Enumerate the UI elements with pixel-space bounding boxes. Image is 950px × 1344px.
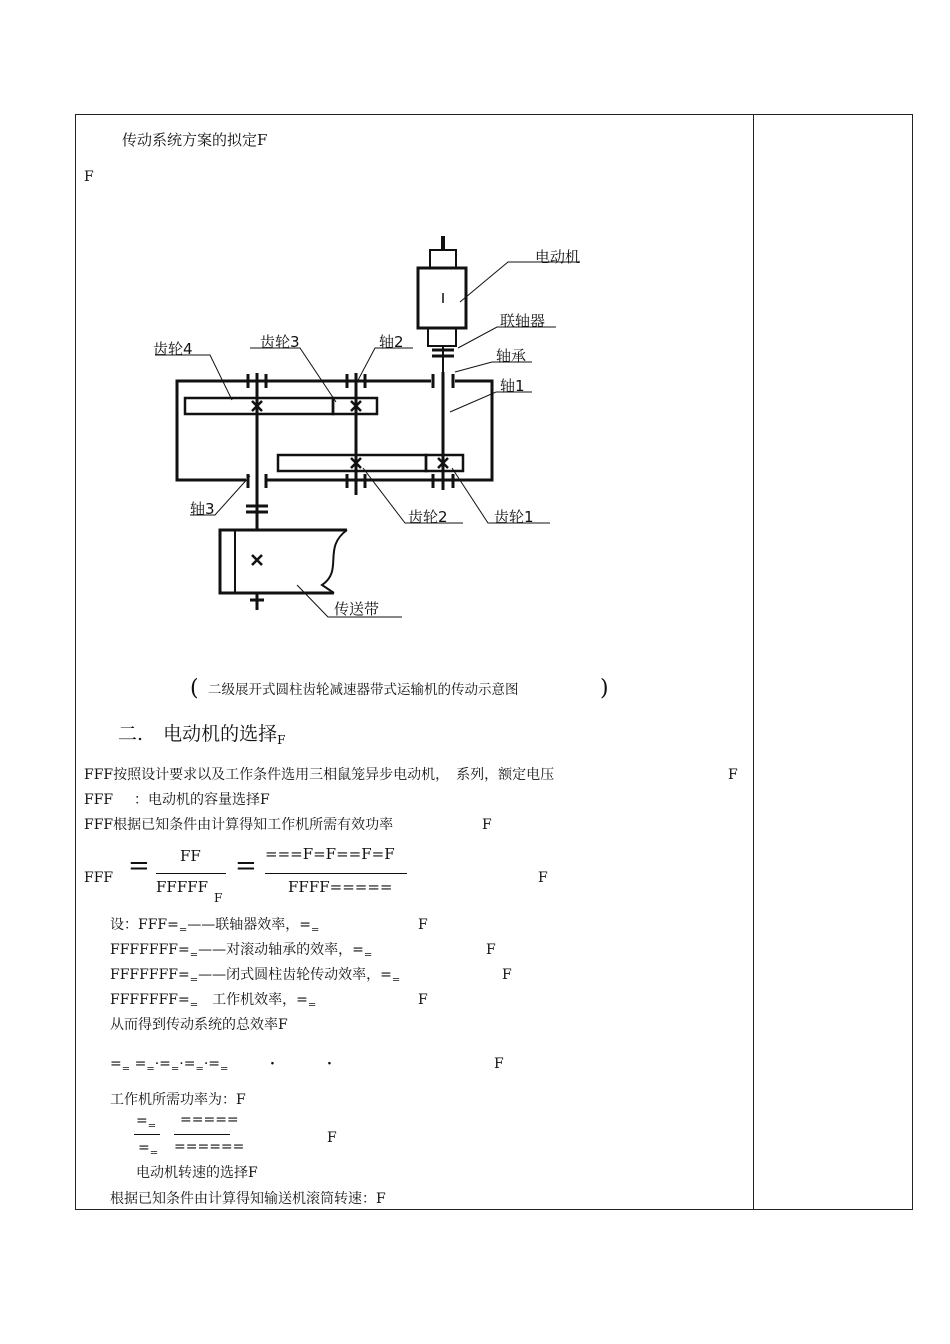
label-motor: 电动机: [535, 248, 580, 266]
label-gear4: 齿轮4: [153, 340, 193, 358]
f-mark: F: [84, 169, 94, 185]
eq-prefix: FFF: [84, 870, 114, 886]
text-line-capacity: ：电动机的容量选择F: [134, 792, 270, 808]
eq-fraction-line-1: [156, 873, 226, 874]
label-bearing: 轴承: [496, 347, 527, 365]
diagram-caption: ( 二级展开式圆柱齿轮减速器带式运输机的传动示意图 ): [190, 676, 609, 701]
f-mark: F: [728, 767, 738, 783]
heading-transmission-scheme: 传动系统方案的拟定F: [122, 131, 268, 149]
power-numerator-left: $=_=$: [136, 1113, 157, 1132]
eq-fraction-line-2: [265, 873, 407, 874]
dot-2: ·: [327, 1056, 332, 1072]
power-numerator-right: =====: [180, 1112, 239, 1128]
total-efficiency-expression: $=_= =_=\cdot=_=\cdot=_=\cdot=_=$: [110, 1056, 229, 1075]
f-mark: F: [486, 942, 496, 958]
label-shaft1: 轴1: [500, 377, 525, 395]
text-line-capacity-a: FFF: [84, 792, 114, 808]
eq-numerator-2: ===F=F==F=F: [265, 845, 395, 863]
text-required-power: 工作机所需功率为：F: [110, 1092, 246, 1108]
power-denominator-left: $=_=$: [138, 1140, 159, 1159]
eq-equals-2: =: [235, 851, 257, 881]
section2-heading: 二. 电动机的选择$_F$: [118, 723, 286, 747]
f-mark: F: [494, 1056, 504, 1072]
label-gear1: 齿轮1: [494, 508, 534, 526]
text-drum-speed: 根据已知条件由计算得知输送机滚筒转速：F: [110, 1191, 386, 1207]
text-total-efficiency: 从而得到传动系统的总效率F: [110, 1017, 288, 1033]
transmission-diagram: [140, 230, 580, 630]
eq-equals-1: =: [128, 851, 150, 881]
label-coupling: 联轴器: [500, 312, 546, 330]
eq-denominator-2: FFFF=====: [288, 878, 393, 896]
text-line-motor-type: FFF按照设计要求以及工作条件选用三相鼠笼异步电动机， 系列，额定电压: [84, 767, 555, 783]
power-fraction-line-left: [134, 1134, 160, 1135]
label-gear3: 齿轮3: [260, 333, 300, 351]
f-mark: F: [418, 917, 428, 933]
f-mark: F: [482, 817, 492, 833]
f-mark: F: [538, 870, 548, 886]
column-divider: [753, 114, 754, 1210]
label-belt: 传送带: [334, 600, 380, 618]
def-coupling-efficiency: 设：$FFF=_=——$联轴器效率，$=_=$: [110, 917, 320, 936]
f-mark: F: [502, 967, 512, 983]
text-line-effective-power: FFF根据已知条件由计算得知工作机所需有效功率: [84, 817, 394, 833]
label-shaft2: 轴2: [379, 333, 404, 351]
dot-1: ·: [270, 1056, 275, 1072]
eq-denominator-1: $FFFFF_F$: [156, 878, 223, 905]
def-machine-efficiency: $FFFFFFF=_=$ 工作机效率，$=_=$: [110, 992, 317, 1011]
f-mark: F: [327, 1130, 337, 1146]
def-bearing-efficiency: $FFFFFFF=_=——$对滚动轴承的效率，$=_=$: [110, 942, 373, 961]
f-mark: F: [418, 992, 428, 1008]
power-denominator-right: ======: [174, 1139, 245, 1155]
label-gear2: 齿轮2: [408, 508, 448, 526]
label-shaft3: 轴3: [190, 500, 215, 518]
def-gear-efficiency: $FFFFFFF=_=——$闭式圆柱齿轮传动效率，$=_=$: [110, 967, 401, 986]
power-fraction-line-right: [174, 1134, 230, 1135]
text-motor-speed-selection: 电动机转速的选择F: [136, 1165, 258, 1181]
eq-numerator-1: FF: [180, 847, 201, 865]
